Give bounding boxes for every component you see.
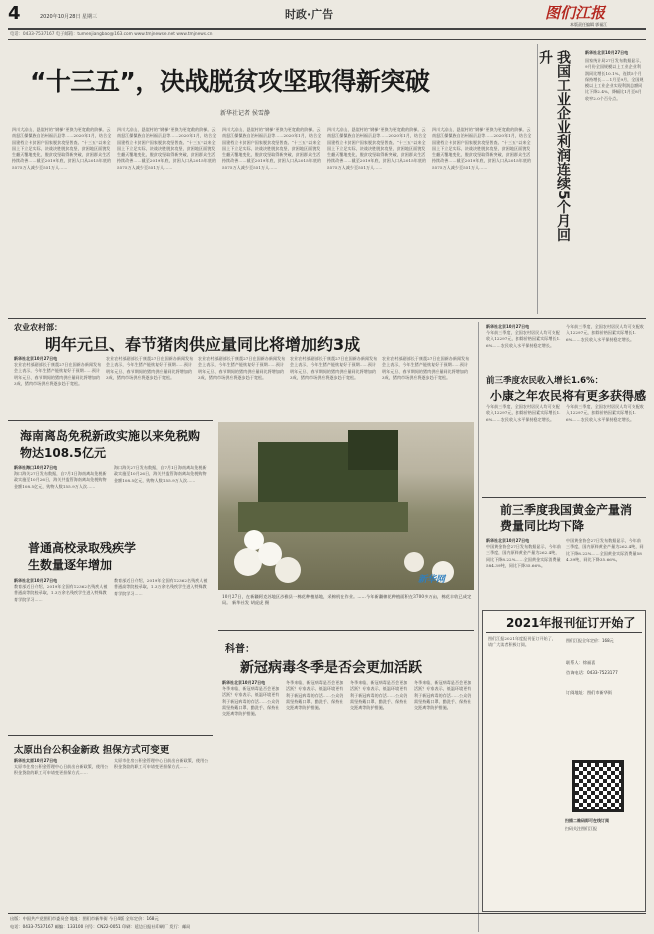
right-divider xyxy=(478,322,479,932)
contact-line: 电话：0433-7537167 电子邮箱：tumenjiangbao@163.com www.tmjnewse.net www.tmjnews.cn xyxy=(10,32,213,37)
ad-contact-1: 联系人：徐福喜 xyxy=(566,660,596,665)
hainan-rule xyxy=(8,420,213,421)
lead-headline: “十三五”，决战脱贫攻坚取得新突破 xyxy=(30,67,430,96)
side-headline: 我国工业企业利润连续5个月回升 xyxy=(537,50,571,242)
taiyuan-tag: 新华社太原10月27日电 xyxy=(14,758,58,763)
agri-body-col2: 农业农村部副部长于康震27日在国新办新闻发布会上表示，今年生猪产能恢复好于预期……预计明年元旦、春节期间的猪肉供应量同比将增加约3成，猪肉市场供应将逐步趋于宽松。 xyxy=(106,356,194,380)
footer-line-1: 出版：中国共产党图们市委员会 地址：图们市新华街 今日4版 全年定价：168元 xyxy=(10,916,159,921)
science-label: 科普： xyxy=(225,644,255,655)
agri-body-col3: 农业农村部副部长于康震27日在国新办新闻发布会上表示，今年生猪产能恢复好于预期……预计明年元旦、春节期间的猪肉供应量同比将增加约3成，猪肉市场供应将逐步趋于宽松。 xyxy=(198,356,286,380)
science-body-col4: 冬季来临，新冠病毒是否会更加活跃？专家表示，低温环境更有利于新冠病毒的存活……公众仍需坚持戴口罩、勤洗手、保持社交距离等防护措施。 xyxy=(414,680,472,711)
science-rule xyxy=(218,630,474,631)
lead-body-col3: 四川大凉山，悬崖村的“钢梯”更换为更宽敞的阶梯。云南怒江傈僳族自治州福贡县等……2020年1月，结合全国建档立卡贫困户国家脱贫攻坚普查。“十三五”以来全国上下立足实际，决战决胜脱贫攻坚，贫困地区面貌发生翻天覆地变化，脱贫攻坚取得新突破，贫困群众生活持续改善……截至2019年底，贫困人口从2015年底的5575万人减少至551万人…… xyxy=(222,127,322,170)
photo-scene xyxy=(218,422,474,590)
college-headline: 普通高校录取残疾学生数量逐年增加 xyxy=(28,541,137,572)
rural-headline: 前三季度农民收入增长1.6%： xyxy=(486,376,604,386)
side-divider xyxy=(537,44,538,314)
agri-body-col4: 农业农村部副部长于康震27日在国新办新闻发布会上表示，今年生猪产能恢复好于预期……预计明年元旦、春节期间的猪肉供应量同比将增加约3成，猪肉市场供应将逐步趋于宽松。 xyxy=(290,356,378,380)
college-body-col2: 教育部近日介绍，2019年全国有12362名残疾人被普通高等院校录取，1.3万余名残疾学生进入特殊教育学院学习…… xyxy=(114,578,208,596)
agri-tag: 新华社北京10月27日电 xyxy=(14,356,58,361)
rural-body-col2: 今年前三季度，全国农村居民人均可支配收入12297元，扣除价格因素实际增长1.6%……农民收入水平保持稳定增长。 xyxy=(566,404,644,422)
rural-tag: 新华社北京10月27日电 xyxy=(486,324,530,329)
harvester-cab xyxy=(348,430,398,470)
lead-body-col5: 四川大凉山，悬崖村的“钢梯”更换为更宽敞的阶梯。云南怒江傈僳族自治州福贡县等……2020年1月，结合全国建档立卡贫困户国家脱贫攻坚普查。“十三五”以来全国上下立足实际，决战决胜脱贫攻坚，贫困地区面貌发生翻天覆地变化，脱贫攻坚取得新突破，贫困群众生活持续改善……截至2019年底，贫困人口从2015年底的5575万人减少至551万人…… xyxy=(432,127,532,170)
agri-body-col1: 农业农村部副部长于康震27日在国新办新闻发布会上表示，今年生猪产能恢复好于预期……预计明年元旦、春节期间的猪肉供应量同比将增加约3成，猪肉市场供应将逐步趋于宽松。 xyxy=(14,362,102,386)
taiyuan-body-col1: 太原市住房公积金管理中心日前出台新政策，使用公积金贷款的职工可申请变更担保方式…… xyxy=(14,764,109,776)
issue-date: 2020年10月28日 星期三 xyxy=(40,14,98,20)
masthead-rule xyxy=(8,28,646,30)
footer-rule xyxy=(8,913,646,914)
side-tag: 新华社北京10月27日电 xyxy=(585,50,629,55)
lead-body-col4: 四川大凉山，悬崖村的“钢梯”更换为更宽敞的阶梯。云南怒江傈僳族自治州福贡县等……2020年1月，结合全国建档立卡贫困户国家脱贫攻坚普查。“十三五”以来全国上下立足实际，决战决胜脱贫攻坚，贫困地区面貌发生翻天覆地变化，脱贫攻坚取得新突破，贫困群众生活持续改善……截至2019年底，贫困人口从2015年底的5575万人减少至551万人…… xyxy=(327,127,427,170)
rural-body-col1: 今年前三季度，全国农村居民人均可支配收入12297元，扣除价格因素实际增长1.6%……农民收入水平保持稳定增长。 xyxy=(486,404,561,422)
rural-intro-2: 今年前三季度，全国农村居民人均可支配收入12297元，扣除价格因素实际增长1.6%……农民收入水平保持稳定增长。 xyxy=(566,324,644,342)
ad-headline: 2021年报刊征订开始了 xyxy=(506,616,636,630)
editor-line: 本版责任编辑 郭福江 xyxy=(570,22,608,27)
hainan-tag: 新华社海口10月27日电 xyxy=(14,465,58,470)
taiyuan-headline: 太原出台公积金新政 担保方式可变更 xyxy=(14,745,170,756)
gold-body-col1: 中国黄金协会27日发布数据显示，今年前三季度，国内原料黄金产量为262.4吨，同比下降8.22%……全国黄金实际消费量584.39吨，同比下降35.66%。 xyxy=(486,544,561,568)
gold-rule xyxy=(482,497,646,498)
agri-headline: 明年元旦、春节猪肉供应量同比将增加约3成 xyxy=(45,335,361,354)
ad-price: 图们江报全年定价：168元 xyxy=(566,638,614,643)
science-headline: 新冠病毒冬季是否会更加活跃 xyxy=(240,660,422,676)
ad-qr-code[interactable] xyxy=(572,760,624,812)
lead-body-col2: 四川大凉山，悬崖村的“钢梯”更换为更宽敞的阶梯。云南怒江傈僳族自治州福贡县等……2020年1月，结合全国建档立卡贫困户国家脱贫攻坚普查。“十三五”以来全国上下立足实际，决战决胜脱贫攻坚，贫困地区面貌发生翻天覆地变化，脱贫攻坚取得新突破，贫困群众生活持续改善……截至2019年底，贫困人口从2015年底的5575万人减少至551万人…… xyxy=(117,127,217,170)
hainan-headline: 海南离岛免税新政实施以来免税购物达108.5亿元 xyxy=(20,429,201,460)
paper-logo: 图们江报 xyxy=(545,4,606,22)
masthead xyxy=(0,0,654,28)
science-body-col1: 冬季来临，新冠病毒是否会更加活跃？专家表示，低温环境更有利于新冠病毒的存活……公众仍需坚持戴口罩、勤洗手、保持社交距离等防护措施。 xyxy=(222,686,280,717)
college-tag: 新华社北京10月27日电 xyxy=(14,578,58,583)
photo-caption: 10月27日，在新疆阿克苏地区沙雅县一棉花种植基地，采棉机在作业。……今年新疆棉花种植面积在3700多万亩，棉花丰收已成定局。 新华社发 胡虎虎 摄 xyxy=(222,594,472,606)
science-body-col2: 冬季来临，新冠病毒是否会更加活跃？专家表示，低温环境更有利于新冠病毒的存活……公众仍需坚持戴口罩、勤洗手、保持社交距离等防护措施。 xyxy=(286,680,344,711)
section-title: 时政·广告 xyxy=(285,8,334,21)
cotton-boll-1 xyxy=(234,548,262,576)
photo-watermark: 新华网 xyxy=(418,575,446,585)
contact-rule xyxy=(8,39,646,40)
college-body-col1: 教育部近日介绍，2019年全国有12362名残疾人被普通高等院校录取，1.3万余名残疾学生进入特殊教育学院学习…… xyxy=(14,584,108,602)
cotton-harvest-photo xyxy=(218,422,474,590)
rural-intro: 今年前三季度，全国农村居民人均可支配收入12297元，扣除价格因素实际增长1.6%……农民收入水平保持稳定增长。 xyxy=(486,330,561,348)
footer-line-2: 电话：0433-7537167 邮编：133100 刊号：CN22-0051 印刷：延边日报社印刷厂 发行：邮局 xyxy=(10,924,191,929)
gold-headline: 前三季度我国黄金产量消费量同比均下降 xyxy=(500,503,633,533)
harvester-front xyxy=(238,502,408,532)
lead-body-col1: 四川大凉山，悬崖村的“钢梯”更换为更宽敞的阶梯。云南怒江傈僳族自治州福贡县等……2020年1月，结合全国建档立卡贫困户国家脱贫攻坚普查。“十三五”以来全国上下立足实际，决战决胜脱贫攻坚，贫困地区面貌发生翻天覆地变化，脱贫攻坚取得新突破，贫困群众生活持续改善……截至2019年底，贫困人口从2015年底的5575万人减少至551万人…… xyxy=(12,127,112,170)
cotton-boll-5 xyxy=(404,552,424,572)
cotton-boll-4 xyxy=(244,530,264,550)
ad-contact-3: 订阅地址：图们市新华街 xyxy=(566,690,613,695)
science-tag: 新华社北京10月27日电 xyxy=(222,680,266,685)
science-body-col3: 冬季来临，新冠病毒是否会更加活跃？专家表示，低温环境更有利于新冠病毒的存活……公众仍需坚持戴口罩、勤洗手、保持社交距离等防护措施。 xyxy=(350,680,408,711)
ad-intro: 图们江报2021年度报刊征订开始了，请广大读者积极订阅。 xyxy=(488,636,556,648)
hainan-body-col2: 海口海关27日发布数据，自7月1日海南离岛免税新政实施至10月26日，海关共监管海南离岛免税购物金额108.5亿元，购物人数155.9万人次…… xyxy=(114,465,207,483)
ad-rule xyxy=(486,632,642,633)
ad-qr-caption: 扫描二维码即可在线订阅 xyxy=(565,818,609,823)
agri-label: 农业农村部： xyxy=(14,323,62,332)
taiyuan-rule xyxy=(8,735,213,736)
ad-qr-caption-2: 扫码关注图们江报 xyxy=(565,826,597,831)
gold-tag: 新华社北京10月27日电 xyxy=(486,538,530,543)
side-body: 国家统计局27日发布数据显示，9月份全国规模以上工业企业利润同比增长10.1%，连续5个月保持增长……1月至9月，全国规模以上工业企业实现利润总额同比下降2.4%，降幅比1月至8月收窄2.0个百分点。 xyxy=(585,58,644,101)
ad-contact-2: 咨询电话：0433-7523177 xyxy=(566,670,618,675)
lead-byline: 新华社记者 侯雪静 xyxy=(220,110,270,117)
gold-body-col2: 中国黄金协会27日发布数据显示，今年前三季度，国内原料黄金产量为262.4吨，同比下降8.22%……全国黄金实际消费量584.39吨，同比下降35.66%。 xyxy=(566,538,644,562)
hainan-body-col1: 海口海关27日发布数据，自7月1日海南离岛免税新政实施至10月26日，海关共监管海南离岛免税购物金额108.5亿元，购物人数155.9万人次…… xyxy=(14,471,107,489)
cotton-boll-3 xyxy=(275,557,301,583)
rural-headline-2: 小康之年农民将有更多获得感 xyxy=(490,389,647,403)
section-rule-1 xyxy=(8,318,646,319)
page-number: 4 xyxy=(8,3,21,24)
taiyuan-body-col2: 太原市住房公积金管理中心日前出台新政策，使用公积金贷款的职工可申请变更担保方式…… xyxy=(114,758,209,770)
agri-body-col5: 农业农村部副部长于康震27日在国新办新闻发布会上表示，今年生猪产能恢复好于预期……预计明年元旦、春节期间的猪肉供应量同比将增加约3成，猪肉市场供应将逐步趋于宽松。 xyxy=(382,356,470,380)
